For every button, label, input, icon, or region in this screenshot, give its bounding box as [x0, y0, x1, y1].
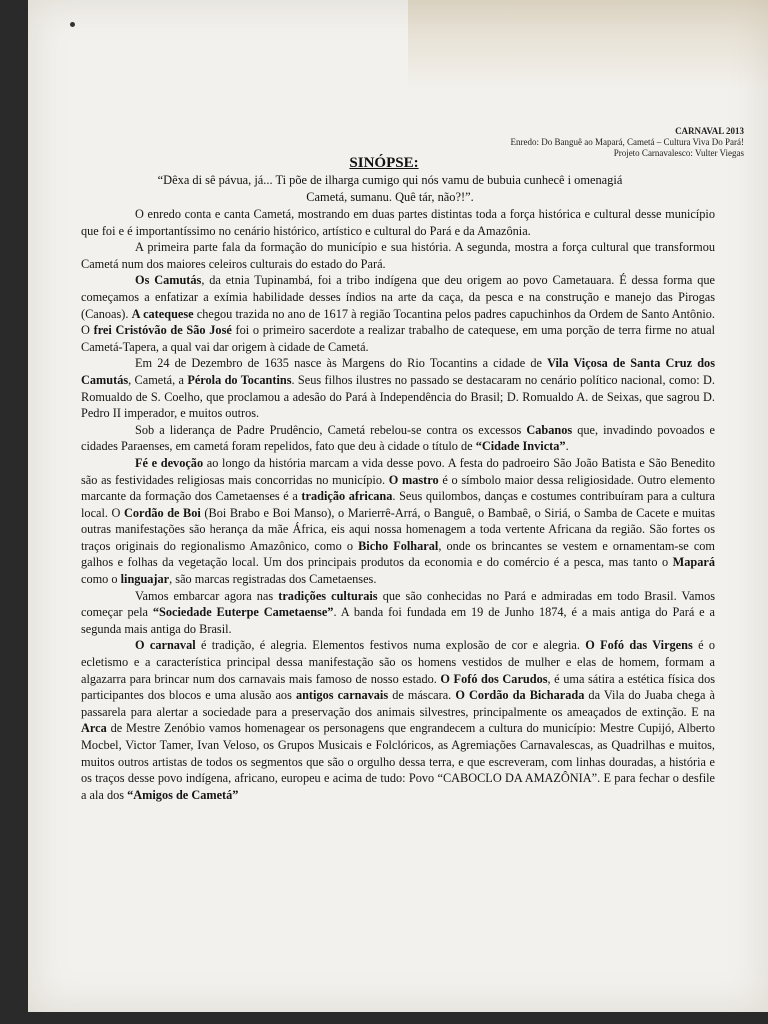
synopsis-body	[81, 206, 715, 803]
opening-quote	[150, 172, 630, 206]
text-run: , são marcas registradas dos Cametaenses.	[169, 572, 377, 587]
page-title: SINÓPSE:	[349, 155, 419, 171]
bold-term: O mastro	[388, 472, 439, 487]
enredo-line: Enredo: Do Banguê ao Mapará, Cametá – Cultura Viva Do Pará!	[510, 137, 744, 147]
bold-term: Cabanos	[526, 422, 573, 437]
paragraph-8	[81, 637, 715, 803]
text-run: , onde os brincantes se vestem e ornamentam-se com galhos e folhas da vegetação local. Um dos principais produtos da economia e do comércio é a pesca, mas tanto o	[81, 538, 715, 570]
text-run: chegou trazida no ano de 1617 à região Tocantina pelos padres capuchinhos da Ordem de Santo Antônio. O	[81, 306, 715, 338]
bold-term: Cordão de Boi	[124, 505, 201, 520]
bold-term: linguajar	[120, 572, 170, 587]
bold-term: frei Cristóvão de São José	[93, 323, 232, 338]
bold-term: antigos carnavais	[295, 688, 389, 703]
text-run: Em 24 de Dezembro de 1635 nasce às Margens do Rio Tocantins a cidade de	[135, 356, 548, 371]
text-run: . Seus quilombos, danças e costumes contribuíram para a cultura local. O	[81, 489, 715, 520]
text-run: (Boi Brabo e Boi Manso), o Marierrê-Arrá, o Banguê, o Bambaê, o Siriá, o Samba de Cacete e muitas outras manifestações são herança da mãe África, eis aqui nossa homenagem a toda vertente Africana da região. São fortes os traços originais do regionalismo Amazônico, como o	[81, 505, 715, 553]
projeto-line: Projeto Carnavalesco: Vulter Viegas	[613, 148, 744, 158]
paper-stain	[408, 0, 768, 90]
text-run: é o símbolo maior dessa religiosidade. Outro elemento marcante da formação dos Cametaenses é a	[81, 472, 716, 504]
bold-term: Arca	[81, 721, 107, 736]
bold-term: Fé e devoção	[135, 455, 204, 470]
quote-line-2: Cametá, sumanu. Quê tár, não?!”.	[306, 190, 474, 204]
bold-term: tradição africana	[301, 489, 393, 504]
bold-term: Bicho Folharal	[358, 538, 439, 553]
text-run: , é uma sátira a estética física dos participantes dos blocos e uma alusão aos	[81, 671, 716, 703]
text-run: da Vila do Juaba chega à passarela para alertar a sociedade para a preservação dos animais silvestres, principalmente os ameaçados de extinção. E na	[81, 688, 716, 719]
text-run: que, invadindo povoados e cidades Paraenses, em cametá foram repelidos, fato que deu à cidade o título de	[81, 422, 715, 454]
text-run: é tradição, é alegria. Elementos festivos numa explosão de cor e alegria.	[195, 638, 586, 653]
carnaval-year: CARNAVAL 2013	[675, 126, 744, 136]
paragraph-4	[81, 355, 715, 421]
text-run: , da etnia Tupinambá, foi a tribo indígena que deu origem ao povo Cametauara. É dessa forma que começamos a enfatizar a exímia habilidade desses índios na arte da caça, da pesca e na construção e manejo das Pirogas (Canoas).	[81, 273, 715, 321]
text-run: é o ecletismo e a característica principal dessa manifestação são os homens vestidos de mulher e elas de homem, formam a algazarra para brincar num dos carnavais mais famoso de nosso estado.	[81, 638, 715, 686]
text-run: que são conhecidas no Pará e admiradas em todo Brasil. Vamos começar pela	[81, 588, 716, 620]
bold-term: O Fofó das Virgens	[585, 638, 693, 653]
paragraph-6	[81, 455, 715, 588]
bold-term: “Amigos de Cametá”	[127, 787, 239, 802]
paragraph-1: O enredo conta e canta Cametá, mostrando em duas partes distintas toda a força histórica e cultural desse município que foi e é importantíssimo no cenário histórico, artístico e cultural do Pará e da Amazônia.	[81, 207, 715, 238]
paragraph-3	[81, 272, 715, 355]
ink-dot	[70, 22, 75, 27]
bold-term: tradições culturais	[278, 588, 378, 603]
text-run: ao longo da história marcam a vida desse povo. A festa do padroeiro São João Batista e São Benedito são as festividades religiosas mais concorridas no município.	[81, 455, 715, 487]
text-run: de Mestre Zenóbio vamos homenagear os personagens que engrandecem a cultura do município: Mestre Cupijó, Alberto Mocbel, Victor Tamer, Ivan Veloso, os Grupos Musicais e Folclóricos, as Agremiações Carnavalescas, as Quadrilhas e muitos, muitos outros artistas de todos os segmentos que são o orgulho dessa terra, e que escreveram, com linhas douradas, a história e os traços desse povo indígena, africano, europeu e acima de tudo: Povo “CABOCLO DA AMAZÔNIA”. E para fechar o desfile a ala dos	[81, 721, 715, 802]
bold-term: Mapará	[672, 555, 715, 570]
text-run: .	[565, 439, 569, 454]
bold-term: O carnaval	[135, 638, 196, 653]
bold-term: O Fofó dos Carudos	[440, 671, 548, 686]
text-run: Sob a liderança de Padre Prudêncio, Cametá rebelou-se contra os excessos	[135, 422, 527, 437]
paragraph-7	[81, 588, 715, 638]
paragraph-5	[81, 422, 715, 455]
bold-term: “Sociedade Euterpe Cametaense”	[152, 605, 334, 620]
bold-term: “Cidade Invicta”	[475, 439, 566, 454]
text-run: . Seus filhos ilustres no passado se destacaram no cenário político nacional, como: D. Romualdo de S. Coelho, que proclamou a adesão do Pará à Independência do Brasil; D. Romualdo A. de Seixas, que sagrou D. Pedro II imperador, e muitos outros.	[81, 372, 715, 421]
text-run: foi o primeiro sacerdote a realizar trabalho de catequese, em uma porção de terra firme no atual Cametá-Tapera, a qual vai dar origem à cidade de Cametá.	[81, 323, 715, 354]
quote-line-1: “Dêxa di sê pávua, já... Ti põe de ilharga cumigo qui nós vamu de bubuia cunhecê i omenagiá	[157, 173, 623, 187]
bold-term: O Cordão da Bicharada	[455, 688, 585, 703]
paragraph-2: A primeira parte fala da formação do município e sua história. A segunda, mostra a força cultural que transformou Cametá num dos maiores celeiros culturais do estado do Pará.	[81, 240, 715, 271]
text-run: . A banda foi fundada em 19 de Junho 1874, é a mais antiga do Pará e a segunda mais antiga do Brasil.	[81, 605, 715, 636]
bold-term: A catequese	[131, 306, 194, 321]
bold-term: Os Camutás	[135, 273, 202, 288]
text-run: de máscara.	[388, 688, 456, 703]
text-run: , Cametá, a	[128, 372, 188, 387]
bold-term: Vila Viçosa de Santa Cruz dos Camutás	[81, 356, 715, 387]
text-run: como o	[81, 572, 121, 587]
text-run: Vamos embarcar agora nas	[135, 588, 279, 603]
bold-term: Pérola do Tocantins	[187, 372, 292, 387]
